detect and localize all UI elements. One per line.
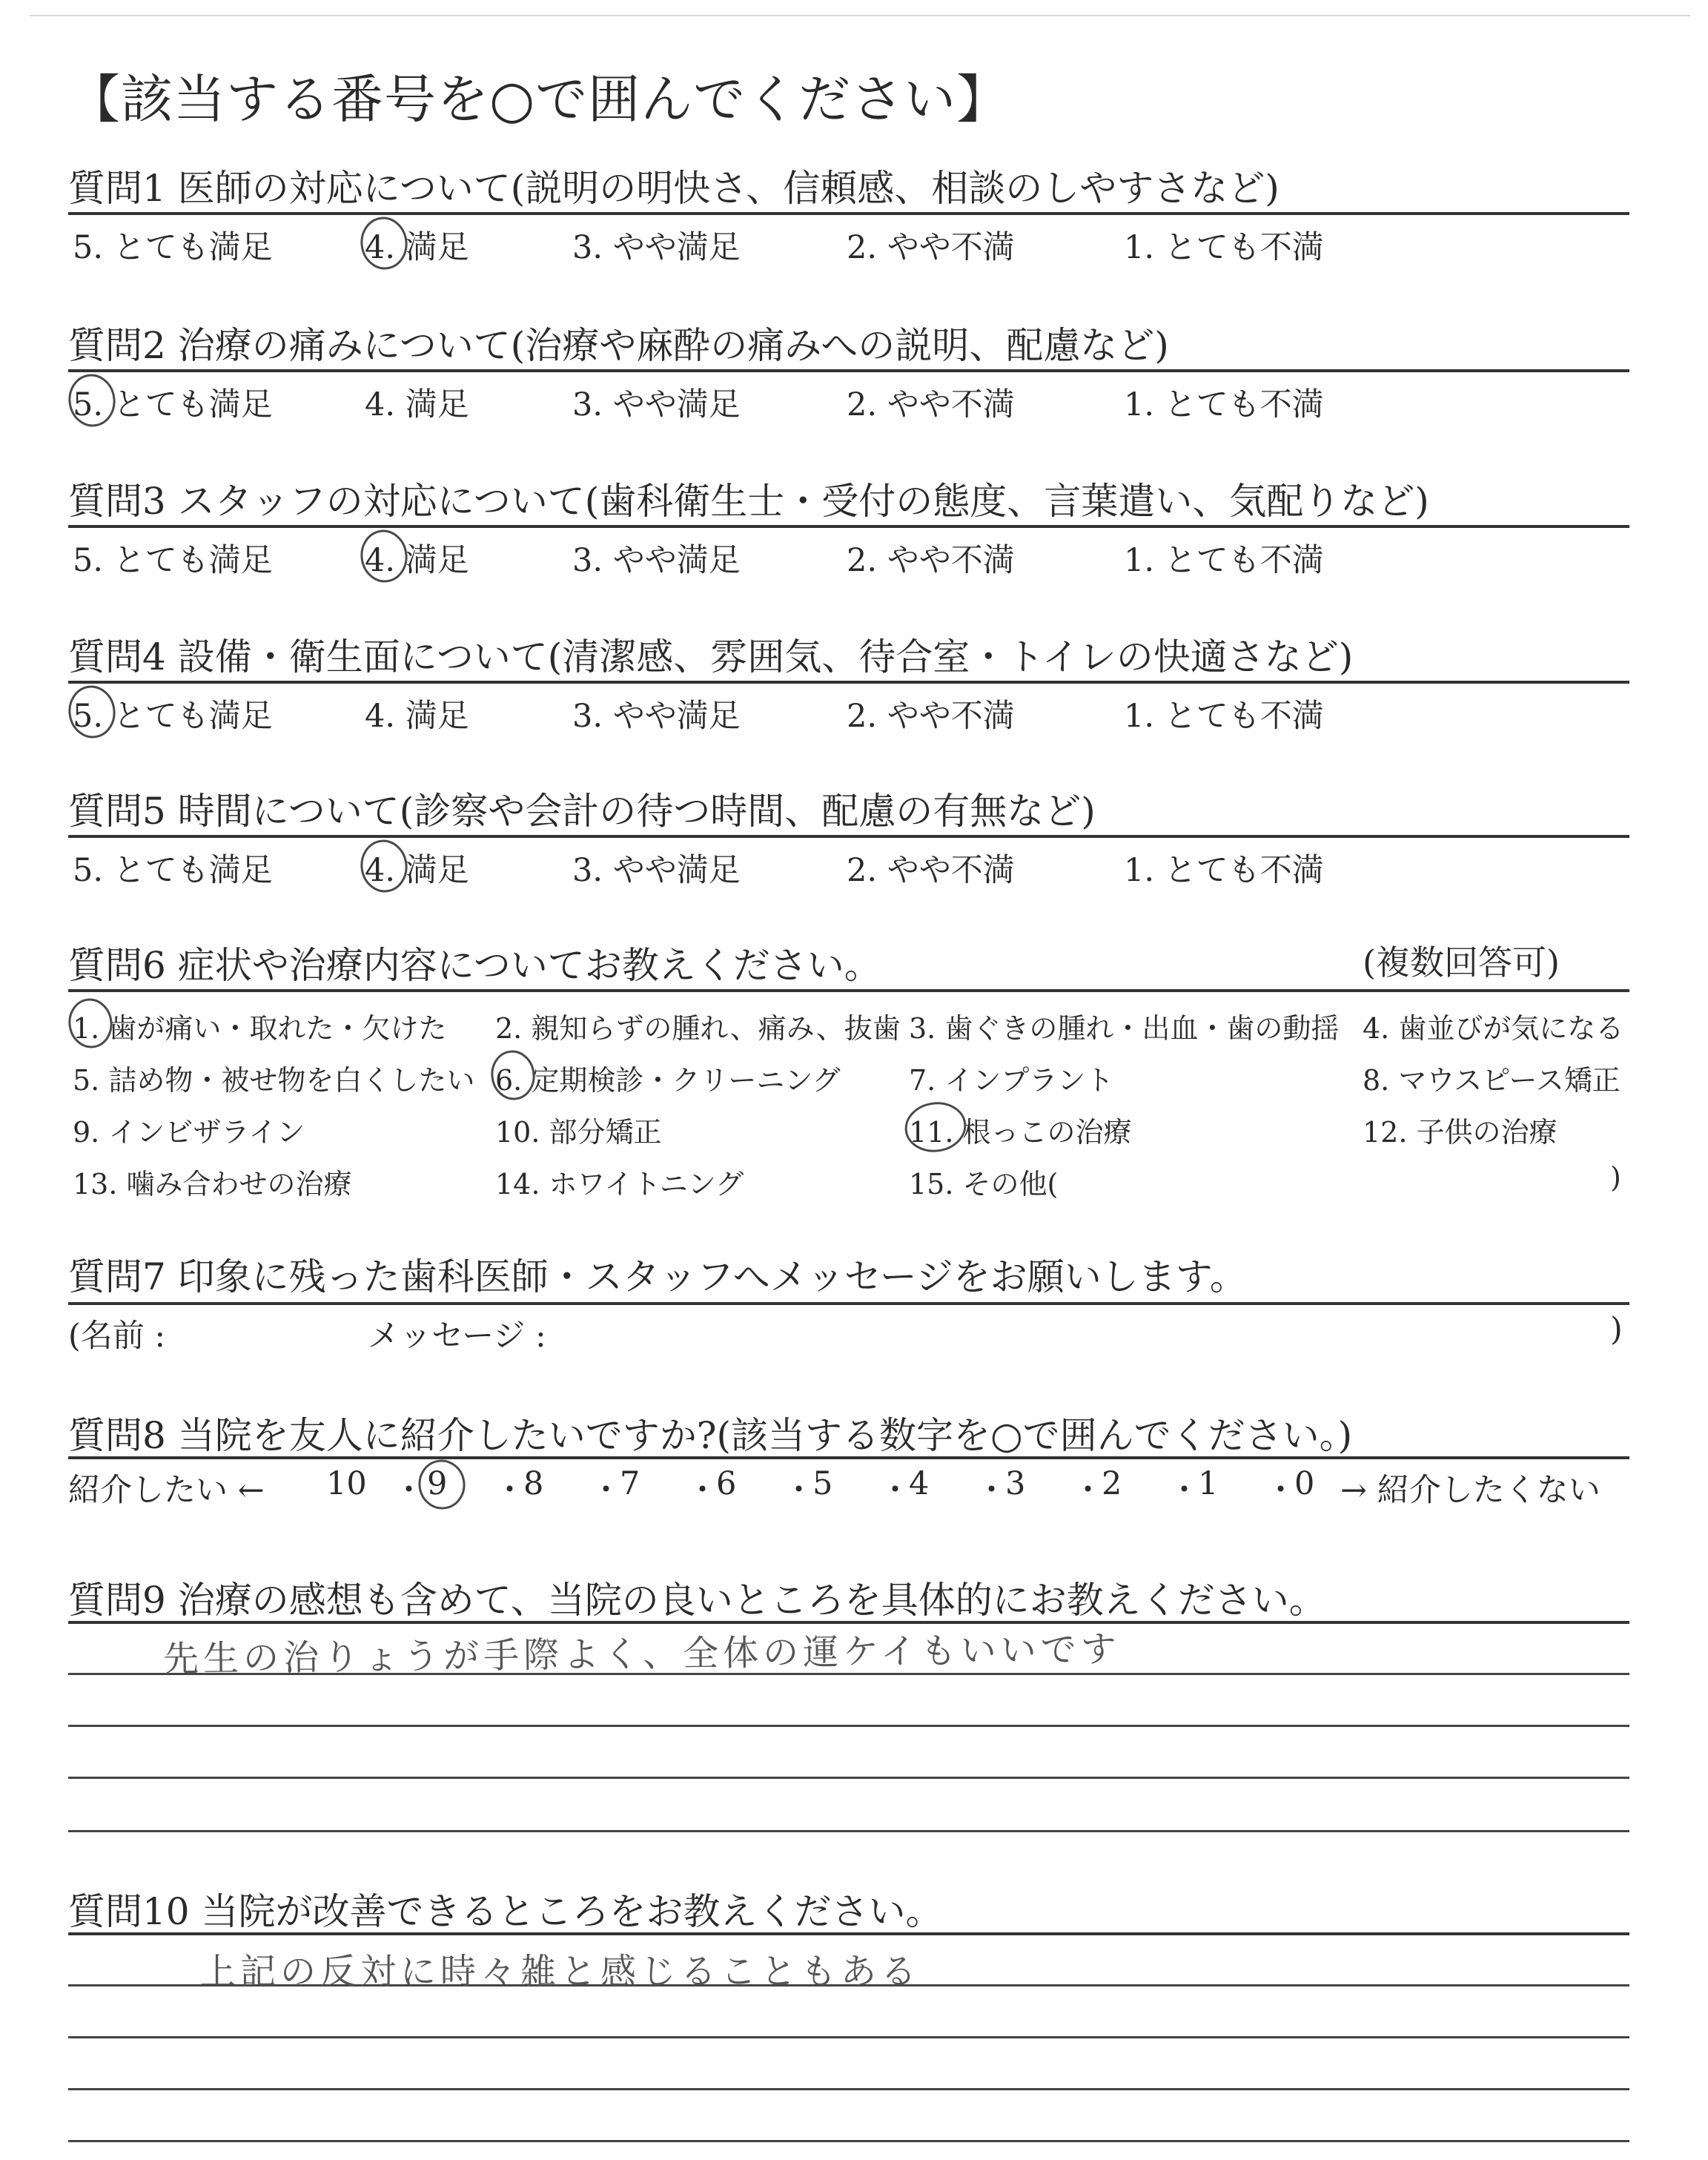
q8-separator: ・ xyxy=(494,1472,526,1509)
q7-close: ) xyxy=(1610,1311,1623,1348)
q8-separator: ・ xyxy=(590,1472,622,1509)
q6-selected-circle-6 xyxy=(489,1048,537,1101)
q4-option-3: 3. やや満足 xyxy=(572,698,741,735)
q2-option-2: 2. やや不満 xyxy=(847,386,1015,423)
q5-option-5: 5. とても満足 xyxy=(73,852,273,889)
q8-separator: ・ xyxy=(1168,1472,1200,1509)
q5-option-2: 2. やや不満 xyxy=(847,852,1015,889)
q2-label: 質問2 治療の痛みについて(治療や麻酔の痛みへの説明、配慮など) xyxy=(68,324,1169,367)
q3-selected-circle xyxy=(359,528,410,584)
q6-option-13: 13. 噛み合わせの治療 xyxy=(73,1168,352,1200)
q7-message-label: メッセージ : xyxy=(368,1318,546,1355)
q8-separator: ・ xyxy=(783,1472,815,1509)
q3-label: 質問3 スタッフの対応について(歯科衛生士・受付の態度、言葉遣い、気配りなど) xyxy=(68,480,1429,523)
q1-option-2: 2. やや不満 xyxy=(847,229,1015,266)
q8-separator: ・ xyxy=(1072,1472,1104,1509)
q3-option-2: 2. やや不満 xyxy=(847,542,1015,579)
q8-scale-2: 2 xyxy=(1102,1465,1122,1502)
q2-option-5: 5. とても満足 xyxy=(73,386,273,423)
q8-right-label: → 紹介したくない xyxy=(1340,1472,1601,1509)
q6-selected-circle-1 xyxy=(67,997,114,1049)
q6-option-4: 4. 歯並びが気になる xyxy=(1363,1012,1624,1045)
q5-option-1: 1. とても不満 xyxy=(1124,852,1324,889)
q5-selected-circle xyxy=(359,838,410,894)
q6-option-2: 2. 親知らずの腫れ、痛み、抜歯 xyxy=(495,1012,901,1045)
q6-label: 質問6 症状や治療内容についてお教えください。 xyxy=(68,944,881,987)
q1-selected-circle xyxy=(359,215,410,271)
q6-option-14: 14. ホワイトニング xyxy=(495,1168,744,1200)
q6-option-3: 3. 歯ぐきの腫れ・出血・歯の動揺 xyxy=(909,1012,1340,1045)
q4-option-5: 5. とても満足 xyxy=(73,698,273,735)
q7-label: 質問7 印象に残った歯科医師・スタッフへメッセージをお願いします。 xyxy=(68,1255,1247,1298)
q8-separator: ・ xyxy=(879,1472,911,1509)
q9-handwritten-answer: 先生の治りょうが手際よく、全体の運ケイもいいです xyxy=(162,1628,1121,1680)
q6-option-15: 15. その他( xyxy=(909,1168,1059,1200)
q3-option-1: 1. とても不満 xyxy=(1124,542,1324,579)
q8-separator: ・ xyxy=(393,1472,425,1509)
q6-option-10: 10. 部分矯正 xyxy=(495,1116,662,1149)
q8-separator: ・ xyxy=(976,1472,1007,1509)
q8-left-label: 紹介したい ← xyxy=(68,1472,265,1509)
q10-handwritten-answer: 上記の反対に時々雑と感じることもある xyxy=(200,1951,921,1992)
q8-scale-7: 7 xyxy=(620,1465,640,1502)
q1-label: 質問1 医師の対応について(説明の明快さ、信頼感、相談のしやすさなど) xyxy=(68,167,1280,210)
q6-option-6: 6. 定期検診・クリーニング xyxy=(495,1064,841,1097)
q4-option-4: 4. 満足 xyxy=(365,698,469,735)
q5-label: 質問5 時間について(診察や会計の待つ時間、配慮の有無など) xyxy=(68,790,1096,833)
q3-option-5: 5. とても満足 xyxy=(73,542,273,579)
q8-scale-5: 5 xyxy=(812,1465,833,1502)
q9-label: 質問9 治療の感想も含めて、当院の良いところを具体的にお教えください。 xyxy=(68,1579,1326,1622)
q6-option-11: 11. 根っこの治療 xyxy=(909,1116,1132,1149)
q8-scale-4: 4 xyxy=(909,1465,930,1502)
q6-option-7: 7. インプラント xyxy=(909,1064,1114,1097)
page-title: 【該当する番号を○で囲んでください】 xyxy=(68,69,1010,130)
q3-option-4: 4. 満足 xyxy=(365,542,469,579)
q4-selected-circle xyxy=(67,684,118,740)
q8-scale-9: 9 xyxy=(427,1465,448,1502)
q8-scale-8: 8 xyxy=(523,1465,544,1502)
q1-option-1: 1. とても不満 xyxy=(1124,229,1324,266)
q6-option-8: 8. マウスピース矯正 xyxy=(1363,1064,1621,1097)
q4-label: 質問4 設備・衛生面について(清潔感、雰囲気、待合室・トイレの快適さなど) xyxy=(68,635,1354,678)
q10-label: 質問10 当院が改善できるところをお教えください。 xyxy=(68,1890,943,1933)
q2-option-1: 1. とても不満 xyxy=(1124,386,1324,423)
q6-selected-circle-11 xyxy=(903,1100,968,1155)
q3-option-3: 3. やや満足 xyxy=(572,542,741,579)
q2-selected-circle xyxy=(67,372,118,429)
q6-option-1: 1. 歯が痛い・取れた・欠けた xyxy=(73,1012,447,1045)
q4-option-1: 1. とても不満 xyxy=(1124,698,1324,735)
q6-option-9: 9. インビザライン xyxy=(73,1116,305,1149)
q8-separator: ・ xyxy=(686,1472,718,1509)
q8-selected-circle xyxy=(417,1458,467,1511)
q2-option-4: 4. 満足 xyxy=(365,386,469,423)
q5-option-3: 3. やや満足 xyxy=(572,852,741,889)
q6-note: (複数回答可) xyxy=(1363,942,1560,982)
q1-option-5: 5. とても満足 xyxy=(73,229,273,266)
q8-scale-1: 1 xyxy=(1198,1465,1219,1502)
q8-scale-6: 6 xyxy=(716,1465,737,1502)
q8-scale-3: 3 xyxy=(1005,1465,1026,1502)
q1-option-3: 3. やや満足 xyxy=(572,229,741,266)
q1-option-4: 4. 満足 xyxy=(365,229,469,266)
q8-scale-10: 10 xyxy=(326,1465,367,1502)
q8-scale-0: 0 xyxy=(1294,1465,1315,1502)
q2-option-3: 3. やや満足 xyxy=(572,386,741,423)
q8-separator: ・ xyxy=(1265,1472,1297,1509)
q7-name-label: (名前 : xyxy=(68,1318,165,1355)
q6-option-5: 5. 詰め物・被せ物を白くしたい xyxy=(73,1064,475,1097)
q5-option-4: 4. 満足 xyxy=(365,852,469,889)
q8-label: 質問8 当院を友人に紹介したいですか?(該当する数字を○で囲んでください。) xyxy=(68,1414,1353,1457)
q6-other-close: ) xyxy=(1610,1161,1621,1194)
q4-option-2: 2. やや不満 xyxy=(847,698,1015,735)
q6-option-12: 12. 子供の治療 xyxy=(1363,1116,1558,1149)
